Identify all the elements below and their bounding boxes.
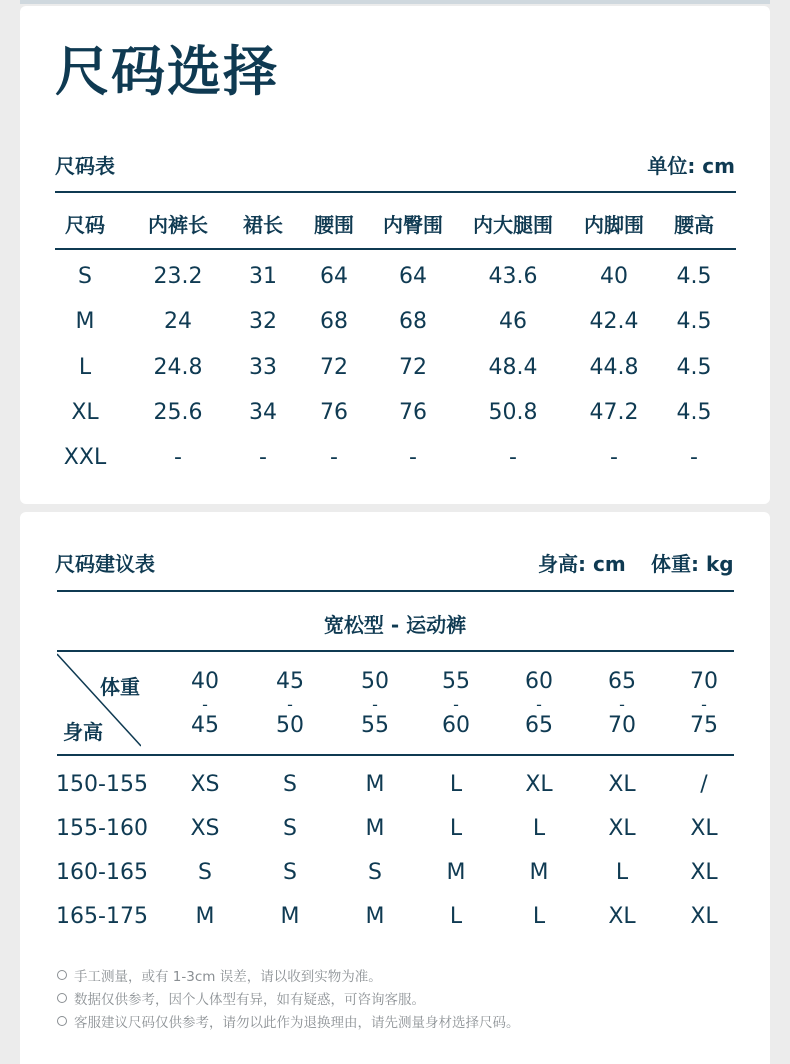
weight-range-dash: - <box>453 695 459 714</box>
weight-range-to: 65 <box>525 713 553 738</box>
bullet-circle-icon <box>57 970 67 980</box>
size-table-cell: - <box>509 445 517 470</box>
weight-range-dash: - <box>536 695 542 714</box>
fit-title-rule <box>57 650 734 652</box>
size-table-cell: 31 <box>249 264 277 289</box>
corner-height-label: 身高 <box>63 720 103 744</box>
suggested-size-cell: XL <box>608 772 636 797</box>
size-table-cell: 25.6 <box>153 400 203 425</box>
suggested-size-cell: S <box>368 860 382 885</box>
suggested-size-cell: XL <box>690 904 718 929</box>
weight-range-to: 55 <box>361 713 389 738</box>
height-range-cell: 150-155 <box>56 772 148 797</box>
note-3: 客服建议尺码仅供参考，请勿以此作为退换理由，请先测量身材选择尺码。 <box>57 1011 520 1031</box>
weight-range-from: 40 <box>191 669 219 694</box>
size-table-cell: - <box>409 445 417 470</box>
size-table-card <box>20 6 770 504</box>
suggested-size-cell: M <box>446 860 466 885</box>
size-table-cell: 76 <box>399 400 427 425</box>
size-table-cell: 76 <box>320 400 348 425</box>
size-table-top-rule <box>55 191 736 193</box>
suggested-size-cell: S <box>283 860 297 885</box>
suggested-size-cell: M <box>529 860 549 885</box>
weight-range-from: 45 <box>276 669 304 694</box>
weight-range-from: 55 <box>442 669 470 694</box>
suggested-size-cell: L <box>449 904 463 929</box>
suggested-size-cell: / <box>700 772 708 797</box>
suggested-size-cell: S <box>283 816 297 841</box>
size-table-cell: XL <box>71 400 99 425</box>
weight-range-dash: - <box>372 695 378 714</box>
weight-range-dash: - <box>202 695 208 714</box>
size-table-cell: - <box>174 445 182 470</box>
suggested-size-cell: M <box>365 772 385 797</box>
weight-range-to: 60 <box>442 713 470 738</box>
size-table-header-rule <box>55 248 736 250</box>
suggested-size-cell: S <box>198 860 212 885</box>
suggest-header-rule <box>57 754 734 756</box>
size-table-cell: 68 <box>399 309 427 334</box>
size-table-cell: S <box>78 264 92 289</box>
size-table-cell: 43.6 <box>488 264 538 289</box>
size-table-cell: 64 <box>399 264 427 289</box>
size-table-cell: 44.8 <box>589 355 639 380</box>
weight-unit: 体重: kg <box>651 552 734 576</box>
suggested-size-cell: XS <box>190 772 220 797</box>
size-table-cell: - <box>610 445 618 470</box>
size-table-cell: 4.5 <box>676 264 712 289</box>
size-table-cell: 47.2 <box>589 400 639 425</box>
size-table-cell: 42.4 <box>589 309 639 334</box>
suggested-size-cell: L <box>532 904 546 929</box>
suggested-size-cell: XL <box>690 816 718 841</box>
suggested-size-cell: M <box>280 904 300 929</box>
weight-range-from: 60 <box>525 669 553 694</box>
size-table-title: 尺码表 <box>55 154 115 178</box>
size-table-cell: 48.4 <box>488 355 538 380</box>
size-header-cell: 腰高 <box>674 213 714 237</box>
weight-range-from: 50 <box>361 669 389 694</box>
size-table-cell: - <box>259 445 267 470</box>
size-header-cell: 内裤长 <box>148 213 208 237</box>
size-table-cell: 4.5 <box>676 400 712 425</box>
size-table-cell: L <box>78 355 92 380</box>
suggested-size-cell: L <box>449 816 463 841</box>
size-table-cell: - <box>330 445 338 470</box>
size-table-cell: 50.8 <box>488 400 538 425</box>
height-range-cell: 160-165 <box>56 860 148 885</box>
size-header-cell: 裙长 <box>243 213 283 237</box>
size-header-cell: 腰围 <box>314 213 354 237</box>
size-table-cell: M <box>75 309 95 334</box>
size-table-cell: 4.5 <box>676 355 712 380</box>
height-range-cell: 155-160 <box>56 816 148 841</box>
weight-range-from: 70 <box>690 669 718 694</box>
top-divider <box>20 0 770 4</box>
suggested-size-cell: M <box>195 904 215 929</box>
weight-range-dash: - <box>619 695 625 714</box>
suggested-size-cell: XS <box>190 816 220 841</box>
height-range-cell: 165-175 <box>56 904 148 929</box>
suggested-size-cell: L <box>615 860 629 885</box>
size-header-cell: 内臀围 <box>383 213 443 237</box>
weight-range-to: 45 <box>191 713 219 738</box>
size-table-cell: 64 <box>320 264 348 289</box>
bullet-circle-icon <box>57 1016 67 1026</box>
size-table-cell: XXL <box>63 445 107 470</box>
suggested-size-cell: XL <box>608 816 636 841</box>
suggested-size-cell: XL <box>690 860 718 885</box>
weight-range-dash: - <box>287 695 293 714</box>
note-2: 数据仅供参考，因个人体型有异，如有疑惑，可咨询客服。 <box>57 988 425 1008</box>
fit-title: 宽松型 - 运动裤 <box>323 613 467 637</box>
size-table-cell: 4.5 <box>676 309 712 334</box>
size-table-cell: 72 <box>320 355 348 380</box>
size-table-cell: 68 <box>320 309 348 334</box>
page-title: 尺码选择 <box>55 40 279 103</box>
size-table-cell: 46 <box>499 309 527 334</box>
note-1: 手工测量，或有 1-3cm 误差，请以收到实物为准。 <box>57 965 382 985</box>
suggest-table-title: 尺码建议表 <box>55 552 155 576</box>
suggested-size-cell: M <box>365 904 385 929</box>
size-table-cell: 23.2 <box>153 264 203 289</box>
size-table-unit: 单位: cm <box>647 154 735 178</box>
size-header-cell: 内脚围 <box>584 213 644 237</box>
weight-range-dash: - <box>701 695 707 714</box>
suggest-top-rule <box>57 590 734 592</box>
size-table-cell: 72 <box>399 355 427 380</box>
weight-range-to: 75 <box>690 713 718 738</box>
weight-range-to: 50 <box>276 713 304 738</box>
size-table-cell: 24 <box>164 309 192 334</box>
size-suggest-card <box>20 512 770 1064</box>
size-table-cell: - <box>690 445 698 470</box>
bullet-circle-icon <box>57 993 67 1003</box>
size-table-cell: 32 <box>249 309 277 334</box>
suggested-size-cell: S <box>283 772 297 797</box>
size-header-cell: 尺码 <box>65 213 105 237</box>
weight-range-from: 65 <box>608 669 636 694</box>
height-unit: 身高: cm <box>538 552 626 576</box>
suggested-size-cell: L <box>532 816 546 841</box>
size-table-cell: 33 <box>249 355 277 380</box>
suggested-size-cell: M <box>365 816 385 841</box>
size-table-cell: 34 <box>249 400 277 425</box>
suggested-size-cell: L <box>449 772 463 797</box>
size-table-cell: 40 <box>600 264 628 289</box>
size-header-cell: 内大腿围 <box>473 213 553 237</box>
suggested-size-cell: XL <box>525 772 553 797</box>
corner-weight-label: 体重 <box>100 675 140 699</box>
weight-range-to: 70 <box>608 713 636 738</box>
suggested-size-cell: XL <box>608 904 636 929</box>
size-table-cell: 24.8 <box>153 355 203 380</box>
